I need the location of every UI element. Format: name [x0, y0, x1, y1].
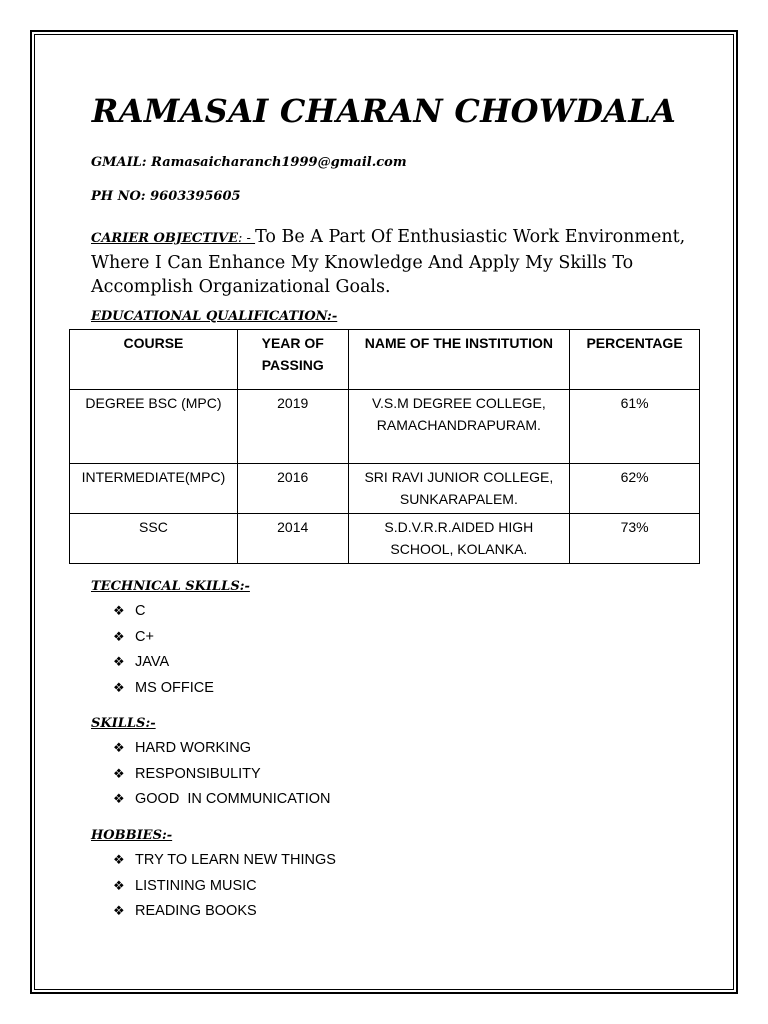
list-item	[113, 786, 330, 812]
four-diamond-bullet-icon: ❖	[113, 603, 125, 618]
list-item	[113, 649, 214, 675]
col-course: COURSE	[70, 330, 238, 390]
list-item	[113, 675, 214, 701]
four-diamond-bullet-icon: ❖	[113, 765, 125, 781]
gmail-line: GMAIL: Ramasaicharanch1999@gmail.com	[91, 155, 407, 170]
four-diamond-bullet-icon: ❖	[113, 903, 125, 918]
list-item	[113, 847, 336, 873]
skills-list	[113, 735, 330, 812]
cell-percentage: 62%	[570, 464, 700, 514]
table-row	[70, 390, 700, 464]
table-row	[70, 514, 700, 564]
list-item	[113, 898, 336, 924]
col-year: YEAR OF PASSING	[237, 330, 348, 390]
career-objective	[91, 225, 691, 299]
col-percentage: PERCENTAGE	[570, 330, 700, 390]
four-diamond-bullet-icon: ❖	[113, 654, 125, 669]
technical-skills-heading: TECHNICAL SKILLS:-	[91, 579, 250, 594]
list-item-text: MS OFFICE	[135, 679, 214, 696]
cell-course: SSC	[70, 514, 238, 564]
list-item-text: READING BOOKS	[135, 903, 257, 919]
cell-institution: V.S.M DEGREE COLLEGE, RAMACHANDRAPURAM.	[348, 390, 570, 464]
cell-institution: SRI RAVI JUNIOR COLLEGE, SUNKARAPALEM.	[348, 464, 570, 514]
list-item	[113, 598, 214, 624]
four-diamond-bullet-icon: ❖	[113, 791, 125, 806]
education-heading: EDUCATIONAL QUALIFICATION:-	[91, 309, 338, 324]
cell-percentage: 73%	[570, 514, 700, 564]
phone-line: PH NO: 9603395605	[91, 189, 241, 204]
list-item	[113, 735, 330, 761]
col-institution: NAME OF THE INSTITUTION	[348, 330, 570, 390]
four-diamond-bullet-icon: ❖	[113, 877, 125, 893]
list-item-text: LISTINING MUSIC	[135, 877, 257, 894]
cell-year: 2016	[237, 464, 348, 514]
four-diamond-bullet-icon: ❖	[113, 679, 125, 695]
cell-year: 2019	[237, 390, 348, 464]
objective-text: To Be A Part Of Enthusiastic Work Environment, Where I Can Enhance My Knowledge And Apply My Skills To Accomplish Organizational Goals.	[91, 227, 686, 297]
four-diamond-bullet-icon: ❖	[113, 852, 125, 867]
four-diamond-bullet-icon: ❖	[113, 740, 125, 755]
list-item	[113, 624, 214, 650]
cell-course: INTERMEDIATE(MPC)	[70, 464, 238, 514]
hobbies-heading: HOBBIES:-	[91, 828, 173, 843]
list-item	[113, 761, 330, 787]
hobbies-list	[113, 847, 336, 924]
list-item	[113, 873, 336, 899]
technical-skills-list	[113, 598, 214, 700]
cell-institution: S.D.V.R.R.AIDED HIGH SCHOOL, KOLANKA.	[348, 514, 570, 564]
list-item-text: JAVA	[135, 654, 170, 670]
resume-name: RAMASAI CHARAN CHOWDALA	[91, 92, 677, 130]
cell-percentage: 61%	[570, 390, 700, 464]
four-diamond-bullet-icon: ❖	[113, 628, 125, 644]
list-item-text: HARD WORKING	[135, 740, 251, 756]
education-table	[69, 329, 700, 564]
cell-course: DEGREE BSC (MPC)	[70, 390, 238, 464]
table-row	[70, 464, 700, 514]
objective-separator: : -	[238, 231, 256, 246]
objective-heading: CARIER OBJECTIVE	[91, 231, 239, 246]
table-header-row	[70, 330, 700, 390]
list-item-text: C+	[135, 628, 154, 645]
list-item-text: TRY TO LEARN NEW THINGS	[135, 852, 336, 868]
list-item-text: RESPONSIBULITY	[135, 765, 261, 782]
skills-heading: SKILLS:-	[91, 716, 156, 731]
cell-year: 2014	[237, 514, 348, 564]
list-item-text: C	[135, 603, 146, 619]
list-item-text: GOOD IN COMMUNICATION	[135, 791, 331, 807]
